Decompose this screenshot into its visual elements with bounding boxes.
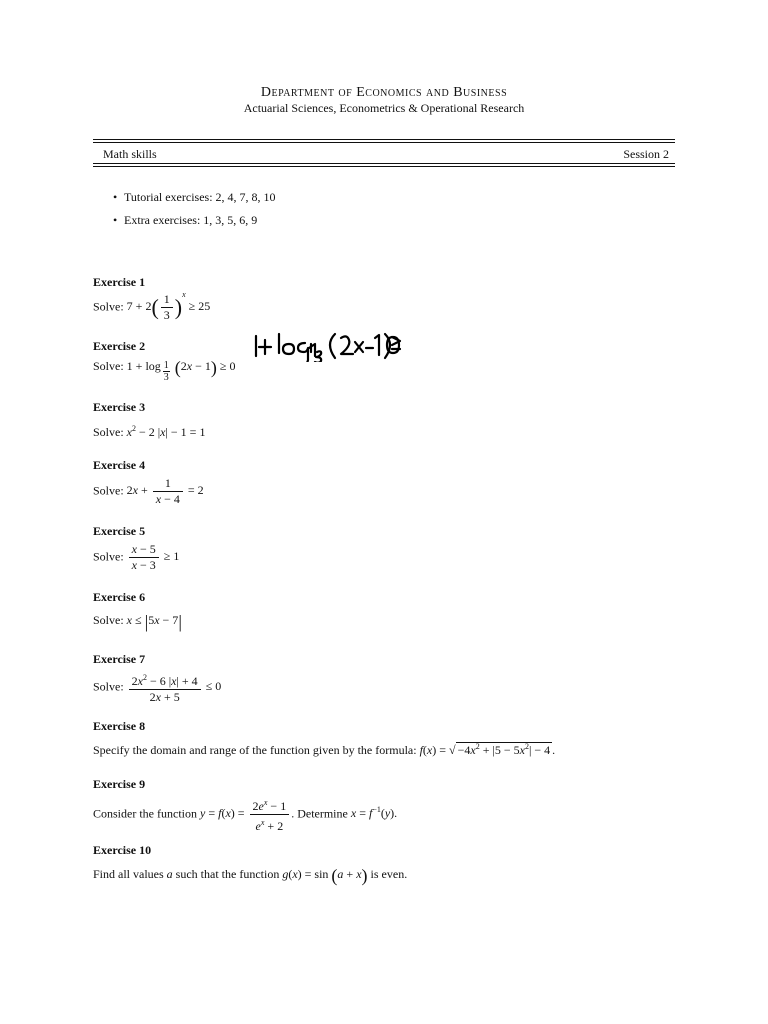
exercise-2-title: Exercise 2 <box>93 339 146 353</box>
bullet-dot-icon: • <box>113 190 118 204</box>
exercise-6-formula: x ≤ |5x − 7| <box>126 611 182 631</box>
exercise-5-title: Exercise 5 <box>93 524 146 538</box>
exercise-10-end: is even. <box>370 866 408 881</box>
handwritten-note <box>253 326 403 367</box>
exercise-10-variable: a <box>166 866 173 881</box>
course-name: Math skills <box>103 147 157 161</box>
exercise-2-formula: 1 + log $_{\frac{1}{3}}$ (2x − 1) ≥ 0 <box>126 357 236 383</box>
exercise-9-title: Exercise 9 <box>93 777 146 791</box>
exercise-10-formula: g(x) = sin (a + x) <box>282 865 368 885</box>
exercise-7-formula: $\frac{2x^2 - 6 |x| + 4}{2x + 5}$ ≤ 0 <box>127 679 222 693</box>
exercise-1-title: Exercise 1 <box>93 275 146 289</box>
exercise-6-body <box>93 612 182 630</box>
session-label: Session 2 <box>623 147 669 161</box>
exercise-4-body <box>93 477 204 506</box>
exercise-5-formula: $\frac{x - 5}{x - 3}$ ≥ 1 <box>127 549 180 563</box>
department-subtitle: Actuarial Sciences, Econometrics & Operational Research <box>243 101 525 115</box>
exercise-8-formula: f(x) = √ $-4x^2 + |5 - 5x^2| - 4$ . <box>419 742 556 757</box>
exercise-2-body <box>93 358 235 383</box>
exercise-5-body <box>93 543 179 572</box>
exercise-6-prompt: Solve: <box>93 612 124 627</box>
top-rule-1 <box>93 139 675 140</box>
bottom-rule-2 <box>93 166 675 167</box>
exercise-7-prompt: Solve: <box>93 679 124 694</box>
exercise-5-prompt: Solve: <box>93 549 124 564</box>
exercise-7-title: Exercise 7 <box>93 652 146 666</box>
exercise-3-formula: $x^2 - 2$ |x| − 1 = 1 <box>126 424 206 439</box>
exercise-9-body <box>93 796 397 833</box>
exercise-8-prompt: Specify the domain and range of the function given by the formula: <box>93 743 417 757</box>
exercise-1-body <box>93 290 211 322</box>
assignment-bullet <box>113 190 276 205</box>
exercise-10-suffix: such that the function <box>175 866 280 881</box>
department-title-text: Department of Economics and Business <box>260 85 508 100</box>
exercise-1-prompt: Solve: <box>93 299 124 314</box>
exercise-3-title: Exercise 3 <box>93 400 146 414</box>
exercise-10-body <box>93 866 407 884</box>
bullet-dot-icon: • <box>113 213 118 227</box>
exercise-1-formula: 7 + 2( $\frac{1}{3}$ )$^x$ ≥ 25 <box>126 290 211 322</box>
assignment-label: Extra exercises: 1, 3, 5, 6, 9 <box>124 213 258 227</box>
exercise-4-formula: 2x + $\frac{1}{x - 4}$ = 2 <box>126 476 204 506</box>
exercise-8-body <box>93 742 555 758</box>
exercise-3-body <box>93 424 205 440</box>
exercise-9-suffix: . Determine <box>291 806 348 821</box>
exercise-10-prompt: Find all values <box>93 866 164 881</box>
assignment-label: Tutorial exercises: 2, 4, 7, 8, 10 <box>124 190 276 204</box>
bottom-rule-1 <box>93 163 675 164</box>
assignment-bullet <box>113 213 257 228</box>
department-title <box>0 84 768 101</box>
exercise-2-prompt: Solve: <box>93 358 124 373</box>
exercise-8-title: Exercise 8 <box>93 719 146 733</box>
exercise-4-title: Exercise 4 <box>93 458 146 472</box>
exercise-6-title: Exercise 6 <box>93 590 146 604</box>
exercise-7-body <box>93 671 221 704</box>
exercise-4-prompt: Solve: <box>93 483 124 498</box>
exercise-9-formula: y = f(x) = $\frac{2e^x - 1}{e^x + 2}$ <box>200 806 291 820</box>
top-rule-2 <box>93 142 675 143</box>
exercise-9-prompt: Consider the function <box>93 806 197 821</box>
handwritten-note-drawing <box>253 326 403 362</box>
exercise-10-title: Exercise 10 <box>93 843 152 857</box>
exercise-3-prompt: Solve: <box>93 425 124 439</box>
exercise-9-inverse: $x = f^{-1}(y)$. <box>350 805 398 821</box>
